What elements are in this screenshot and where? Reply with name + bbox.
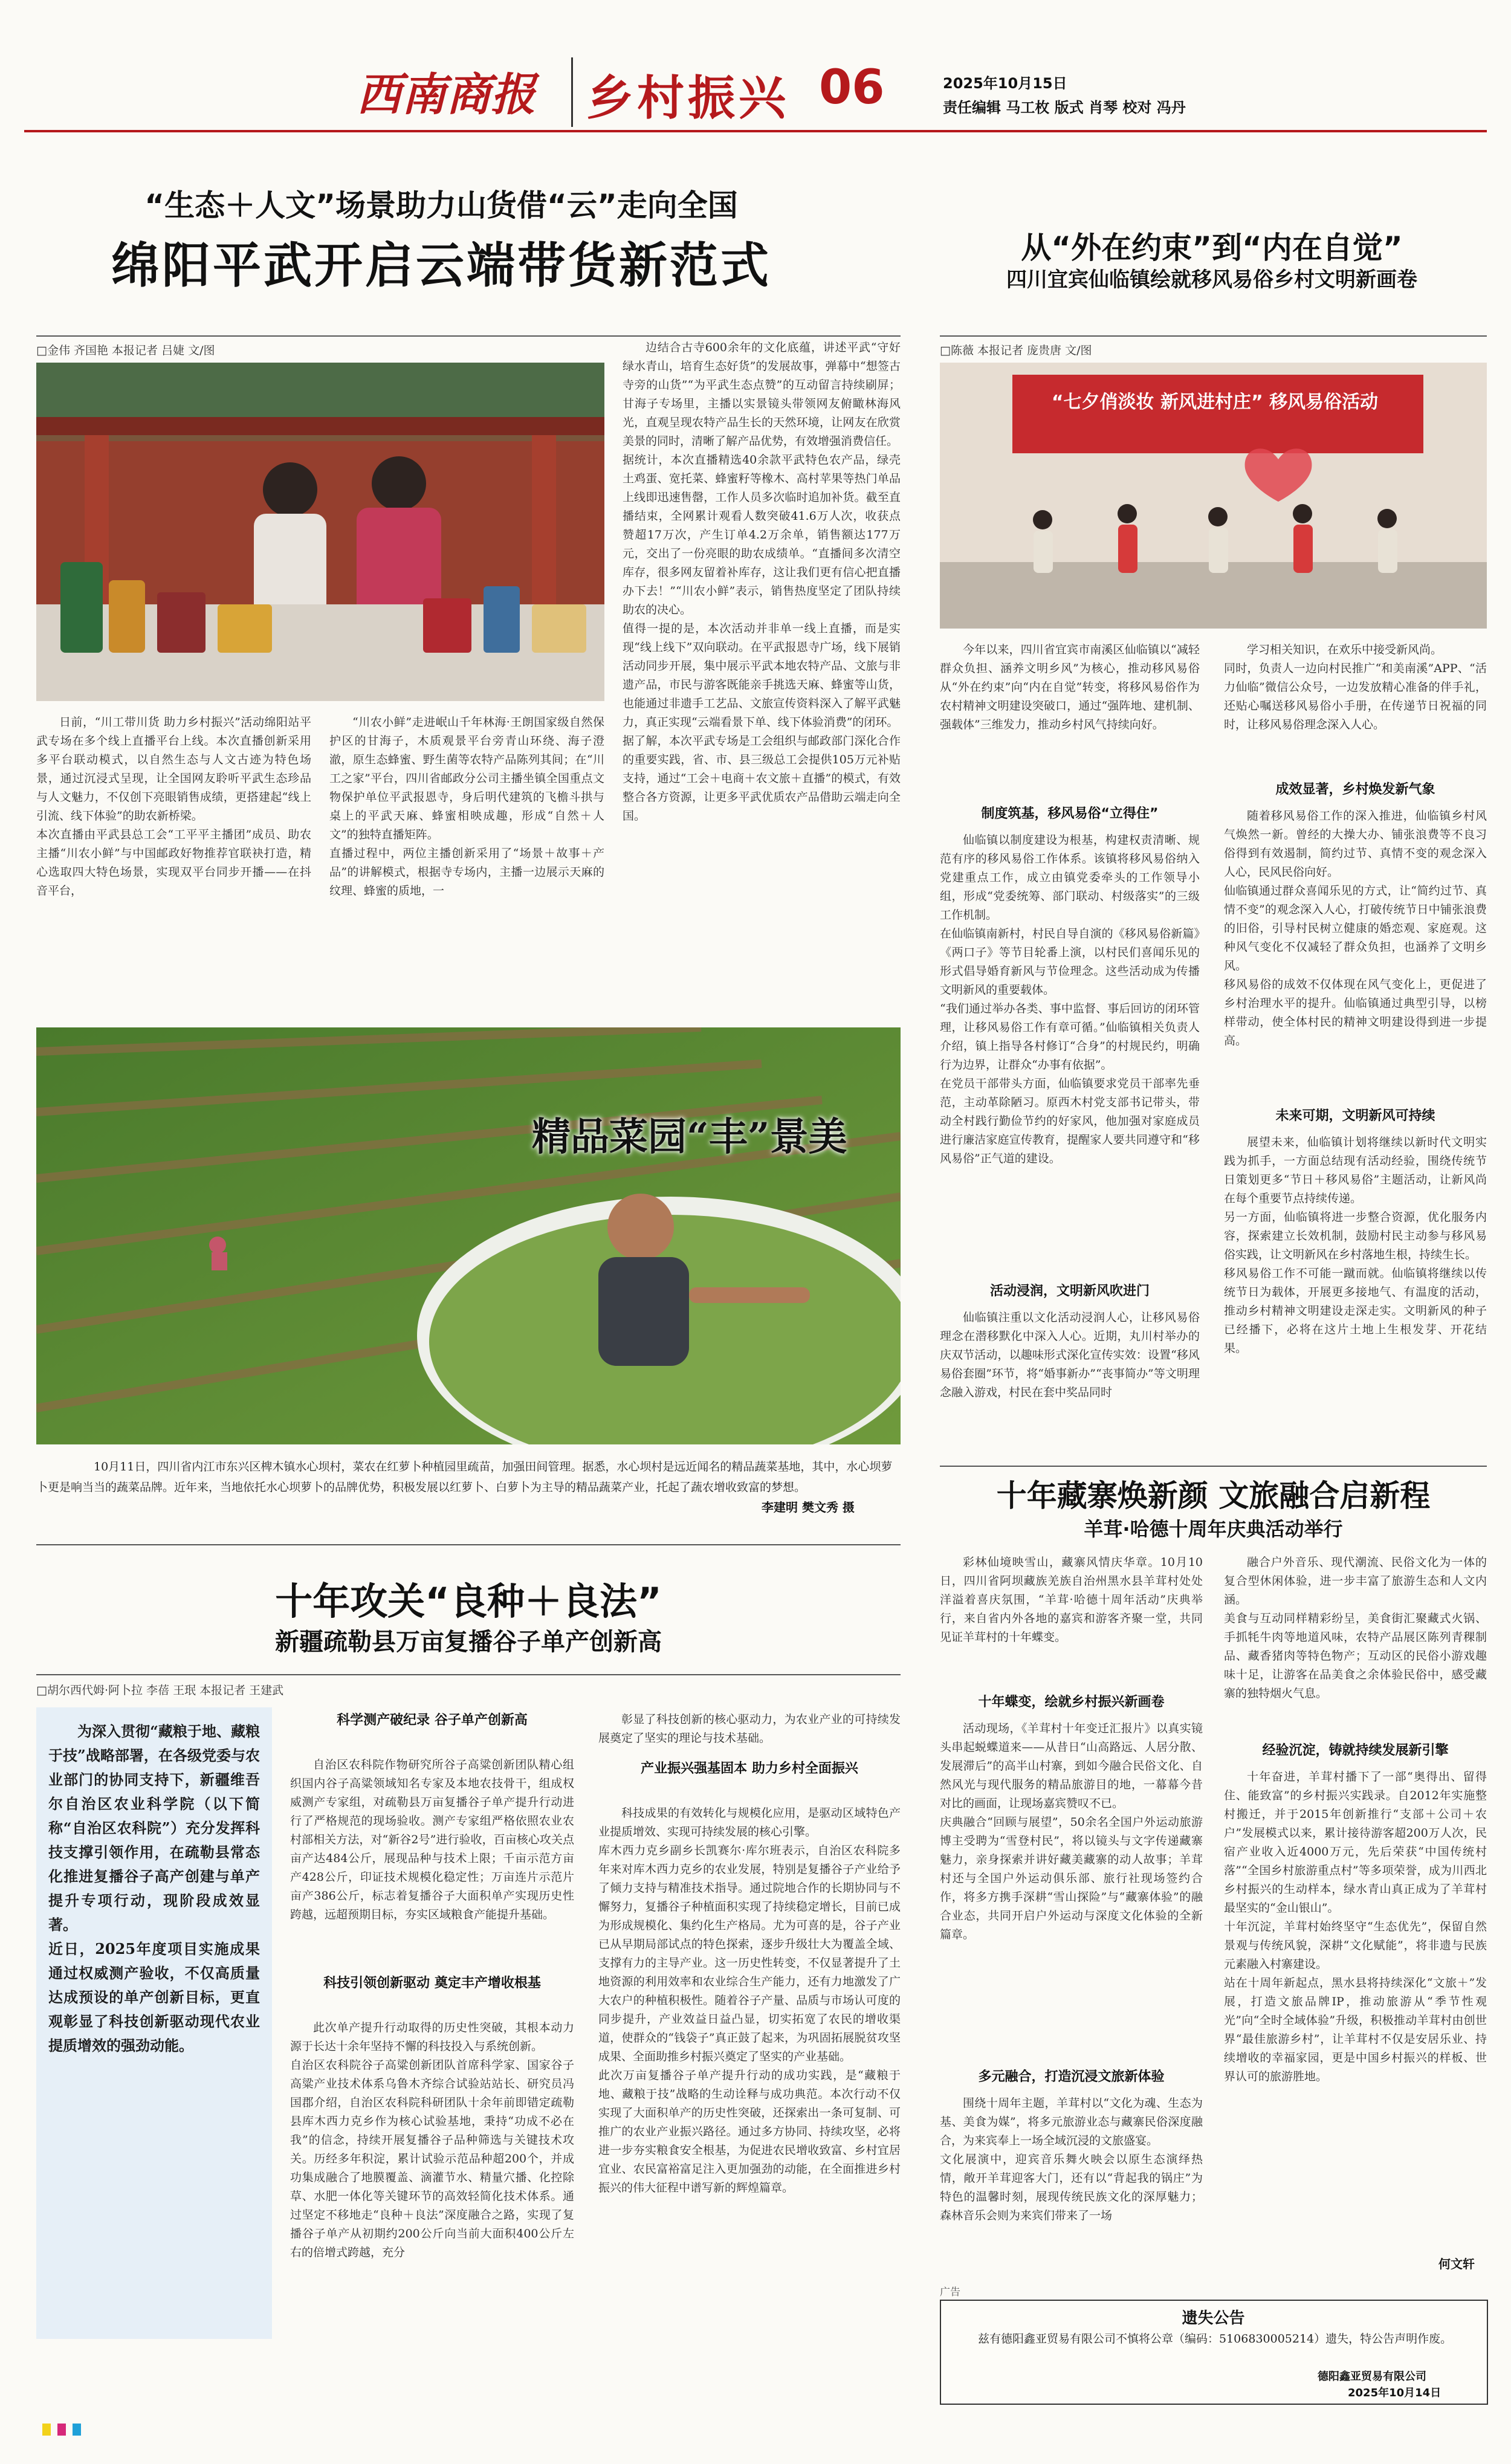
header-rule [24, 130, 1487, 132]
story4-lead-text: 为深入贯彻“藏粮于地、藏粮于技”战略部署，在各级党委与农业部门的协同支持下，新疆维吾尔自治区农业科学院（以下简称“自治区农科院”）充分发挥科技支撑引领作用，在疏勒县常态化推进复播谷子高产创建与单产提升专项行动，现阶段成效显著。 近日，2025年度项目实施成果通过权威测产验收，不仅高质量达成预设的单产创新目标，更直观彰显了科技创新驱动现代农业提质增效的强劲动能。 [48, 1722, 260, 2054]
lost-notice-title: 遗失公告 [1182, 2309, 1245, 2327]
issue-date: 2025年10月15日 [943, 75, 1067, 92]
story1-byline: □金伟 齐国艳 本报记者 吕婕 文/图 [36, 344, 215, 357]
section-title: 乡村振兴 [586, 71, 790, 126]
story2-subhead-3: 成效显著，乡村焕发新气象 [1275, 782, 1435, 797]
editor-credits: 责任编辑 马工枚 版式 肖琴 校对 冯丹 [943, 99, 1186, 116]
ad-label: 广告 [940, 2286, 960, 2298]
story1-kicker: “生态＋人文”场景助力山货借“云”走向全国 [144, 188, 738, 223]
color-mark-cyan [73, 2424, 81, 2436]
livestream-photo [36, 363, 604, 701]
story1-headline: 绵阳平武开启云端带货新范式 [111, 238, 771, 294]
story2-column-1-tail: 仙临镇注重以文化活动浸润人心，让移风易俗理念在潜移默化中深入人心。近期，丸川村举办的庆双节活动，以趣味形式深化宣传实效：设置“移风易俗套圈”环节，将“婚事新办”“丧事简办”等文明理念融入游戏，村民在套中奖品同时 [940, 1311, 1200, 1399]
story1-column-2: “川农小鲜”走进岷山千年林海·王朗国家级自然保护区的甘海子，木质观景平台旁青山环绕、海子澄澈，原生态蜂蜜、野生菌等农特产品陈列其间；在“川工之家”平台，四川省邮政分公司主播坐镇全国重点文物保护单位平武报恩寺，身后明代建筑的飞檐斗拱与桌上的平武天麻、蜂蜜相映成趣，形成“自然＋人文”的独特直播矩阵。 直播过程中，两位主播创新采用了“场景＋故事＋产品”的讲解模式，根据寺专场内，主播一边展示天麻的纹理、蜂蜜的质地，一 [329, 716, 604, 897]
story2-column-2-body: 随着移风易俗工作的深入推进，仙临镇乡村风气焕然一新。曾经的大操大办、铺张浪费等不良习俗得到有效遏制，简约过节、真情不变的观念深入人心，民风民俗向好。 仙临镇通过群众喜闻乐见的方式，让“简约过节、真情不变”的观念深入人心，打破传统节日中铺张浪费的旧俗，引导村民树立健康的婚恋观、家庭观。这种风气变化不仅减轻了群众负担，也涵养了文明乡风。 移风易俗的成效不仅体现在风气变化上，更促进了乡村治理水平的提升。仙临镇通过典型引导，以榜样带动，使全体村民的精神文明建设得到进一步提高。 [1224, 809, 1487, 1047]
story4-headline: 十年攻关“良种＋良法” [275, 1579, 662, 1623]
story3-column-1-tail: 围绕十周年主题，羊茸村以“文化为魂、生态为基、美食为媒”，将多元旅游业态与藏寨民俗深度融合，为来宾奉上一场全域沉浸的文旅盛宴。 文化展演中，迎宾音乐舞火映会以原生态演绎热情，敞开羊茸迎客大门，还有以“背起我的锅庄”为特色的温馨时刻，展现传统民族文化的深厚魅力；森林音乐会则为来宾们带来了一场 [940, 2097, 1203, 2222]
story2-column-2-tail: 展望未来，仙临镇计划将继续以新时代文明实践为抓手，一方面总结现有活动经验，围绕传统节日策划更多“节日＋移风易俗”主题活动，让新风尚在每个重要节点持续传递。 另一方面，仙临镇将进一步整合资源，优化服务内容，探索建立长效机制，鼓励村民主动参与移风易俗实践，让文明新风在乡村落地生根，持续生长。 移风易俗工作不可能一蹴而就。仙临镇将继续以传统节日为载体，开展更多接地气、有温度的活动，推动乡村精神文明建设走深走实。文明新风的种子已经播下，必将在这片土地上生根发芽、开花结果。 [1224, 1136, 1487, 1355]
story4-subtitle: 新疆疏勒县万亩复播谷子单产创新高 [275, 1628, 662, 1656]
lost-notice-text: 兹有德阳鑫亚贸易有限公司不慎将公章（编码：5106830005214）遗失，特公告声明作废。 [978, 2332, 1452, 2346]
story4-byline: □胡尔西代姆·阿卜拉 李蓓 王珉 本报记者 王建武 [36, 1684, 284, 1697]
story3-headline: 十年藏寨焕新颜 文旅融合启新程 [996, 1478, 1431, 1513]
print-color-marks [42, 2424, 81, 2438]
masthead-logo [357, 66, 556, 121]
story2-subhead-2: 活动浸润，文明新风吹进门 [989, 1284, 1150, 1299]
story1-column-3: 边结合古寺600余年的文化底蕴，讲述平武“守好绿水青山，培育生态好货”的发展故事，弹幕中“想签古寺旁的山货”“为平武生态点赞”的互动留言持续刷屏；甘海子专场里，主播以实景镜头带领网友俯瞰林海风光，直观呈现农特产品生长的天然环境，让网友在欣赏美景的同时，清晰了解产品优势，有效增强消费信任。 据统计，本次直播精选40余款平武特色农产品，绿壳土鸡蛋、宽托菜、蜂蜜籽等橡木、高村苹果等热门单品上线即迅速售罄，工作人员多次临时追加补货。截至直播结束，全网累计观看人数突破41.6万人次，收获点赞超17万次，产生订单4.2万余单，销售额达177万元，交出了一份亮眼的助农成绩单。“直播间多次清空库存，很多网友留着补库存，这让我们更有信心把直播办下去！”“川农小鲜”表示，销售热度坚定了团队持续助农的决心。 值得一提的是，本次活动并非单一线上直播，而是实现“线上线下”双向联动。在平武报恩寺广场，线下展销活动同步开展，集中展示平武本地农特产品、文旅与非遗产品，市民与游客既能亲手挑选天麻、蜂蜜等山货，也能通过非遗手工艺品、文旅宣传资料深入了解平武魅力，真正实现“云端看景下单、线下体验消费”的闭环。 据了解，本次平武专场是工会组织与邮政部门深化合作的重要实践，省、市、县三级总工会提供105万元补贴支持，通过“工会＋电商＋农文旅＋直播”的模式，有效整合各方资源，让更多平武优质农产品借助云端走向全国。 [623, 341, 901, 823]
lost-notice-company: 德阳鑫亚贸易有限公司 [1318, 2370, 1426, 2383]
story4-byline-rule [36, 1674, 901, 1675]
story3-column-2-body: 十年奋进，羊茸村播下了一部“奥得出、留得住、能致富”的乡村振兴实践录。自2012年实施整村搬迁，并于2015年创新推行“支部＋公司＋农户”发展模式以来，累计接待游客超200万人次，民宿产业收入近4000万元，先后荣获“中国传统村落”“全国乡村旅游重点村”等多项荣誉，成为川西北乡村振兴的生动样本，绿水青山真正成为了羊茸村最坚实的“金山银山”。 十年沉淀，羊茸村始终坚守“生态优先”，保留自然景观与传统风貌，深耕“文化赋能”，将非遗与民族元素融入村寨建设。 站在十周年新起点，黑水县将持续深化“文旅＋”发展，打造文旅品牌IP，推动旅游从“季节性观光”向“全时全域体验”升级，积极推动羊茸村由创世界“最佳旅游乡村”，让羊茸村不仅是安居乐业、持续增收的幸福家园，更是中国乡村振兴的样板、世界认可的旅游胜地。 [1224, 1770, 1487, 2083]
color-mark-magenta [57, 2424, 66, 2436]
story3-subhead-3: 经验沉淀，铸就持续发展新引擎 [1262, 1743, 1449, 1758]
story2-subhead-1: 制度筑基，移风易俗“立得住” [981, 806, 1159, 821]
story4-column-3-lead: 彰显了科技创新的核心驱动力，为农业产业的可持续发展奠定了坚实的理论与技术基础。 [598, 1713, 901, 1745]
photo-credit: 李建明 樊文秀 摄 [762, 1500, 855, 1515]
story2-headline: 从“外在约束”到“内在自觉” [1021, 230, 1403, 265]
story2-column-2-lead: 学习相关知识，在欢乐中接受新风尚。 同时，负责人一边向村民推广“和美南溪”APP、“活力仙临”微信公众号，一边发放精心准备的伴手礼，还贴心嘱送移风易俗小手册，在传递节日祝福的同时，让移风易俗理念深入人心。 [1224, 643, 1487, 731]
story2-byline: □陈薇 本报记者 庞贵唐 文/图 [940, 344, 1092, 357]
story3-subhead-1: 十年蝶变，绘就乡村振兴新画卷 [978, 1695, 1165, 1710]
story3-column-1-body: 活动现场，《羊茸村十年变迁汇报片》以真实镜头串起蜕蝶道来——从昔日“山高路远、人居分散、发展滞后”的高半山村寨，到如今融合民俗文化、自然风光与现代服务的精品旅游目的地，一幕幕今昔对比的画面，让现场嘉宾赞叹不已。 庆典融合“回顾与展望”，50余名全国户外运动旅游博主受聘为“雪登村民”，将以镜头与文字传递藏寨魅力，亲身探索并讲好藏美藏寨的动人故事；羊茸村还与全国户外运动俱乐部、旅行社现场签约合作，将多方携手深耕“雪山探险”与“藏寨体验”的融合业态，共同开启户外运动与深度文化体验的全新篇章。 [940, 1722, 1203, 1941]
svg-text:西南商报: 西南商报 [357, 69, 535, 121]
story4-column-2-body: 自治区农科院作物研究所谷子高粱创新团队精心组织国内谷子高粱领域知名专家及本地农技骨干，组成权威测产专家组，对疏勒县万亩复播谷子单产提升行动进行了严格规范的现场验收。测产专家组严格依照农业农村部相关方法，对“新谷2号”进行验收，百亩核心攻关点亩产达484公斤，展现品种与技术上限；千亩示范方亩产428公斤，印证技术规模化稳定性；万亩连片示范片亩产386公斤，标志着复播谷子大面积单产实现历史性跨越，远超预期目标，夯实区域粮食产能提升基础。 [290, 1758, 574, 1921]
story2-subhead-4: 未来可期，文明新风可持续 [1275, 1108, 1435, 1124]
lost-notice-date: 2025年10月14日 [1348, 2387, 1441, 2399]
newspaper-logo [357, 66, 556, 121]
story4-subhead-2: 科技引领创新驱动 奠定丰产增收根基 [323, 1976, 541, 1991]
story4-column-2-tail: 此次单产提升行动取得的历史性突破，其根本动力源于长达十余年坚持不懈的科技投入与系统创新。 自治区农科院谷子高粱创新团队首席科学家、国家谷子高粱产业技术体系乌鲁木齐综合试验站站长、研究员冯国郡介绍，自治区农科院科研团队十余年前即错定疏勒县库木西力克乡作为核心试验基地，秉持“功成不必在我”的信念，持续开展复播谷子品种筛选与关键技术攻关。历经多年积淀，累计试验示范品种超200个，并成功集成融合了地膜覆盖、滴灌节水、精量穴播、化控除草、水肥一体化等关键环节的高效轻简化技术体系。通过坚定不移地走“良种＋良法”深度融合之路，实现了复播谷子单产从初期约200公斤向当前大面积400公斤左右的倍增式跨越，充分 [290, 2021, 574, 2259]
story1-top-rule [36, 335, 901, 337]
header-divider [571, 57, 573, 127]
story2-column-1-body: 仙临镇以制度建设为根基，构建权责清晰、规范有序的移风易俗工作体系。该镇将移风易俗纳入党建重点工作，成立由镇党委牵头的工作领导小组，形成“党委统筹、部门联动、村级落实”的三级工作机制。 在仙临镇南新村，村民自导自演的《移风易俗新篇》《两口子》等节目轮番上演，以村民们喜闻乐见的形式倡导婚育新风与节俭理念。这些活动成为传播文明新风的重要载体。 “我们通过举办各类、事中监督、事后回访的闭环管理，让移风易俗工作有章可循。”仙临镇相关负责人介绍，镇上指导各村修订“合身”的村规民约，明确行为边界，让群众“办事有依据”。 在党员干部带头方面，仙临镇要求党员干部率先垂范，主动革除陋习。原西木村党支部书记带头，带动全村践行勤俭节约的好家风，他加强对家庭成员进行廉洁家庭宣传教育，提醒家人要共同遵守和“移风易俗”正气道的建设。 [940, 833, 1200, 1165]
photo-story-title: 精品菜园“丰”景美 [532, 1114, 847, 1160]
story3-subhead-2: 多元融合，打造沉浸文旅新体验 [978, 2069, 1165, 2084]
vegetable-field-photo [36, 1027, 901, 1444]
story4-subhead-3: 产业振兴强基固本 助力乡村全面振兴 [641, 1761, 858, 1776]
story3-top-rule [940, 1466, 1487, 1467]
story4-subhead-1: 科学测产破纪录 谷子单产创新高 [337, 1713, 528, 1728]
story2-top-rule [940, 335, 1487, 337]
story3-column-2-lead: 融合户外音乐、现代潮流、民俗文化为一体的复合型休闲体验，进一步丰富了旅游生态和人文内涵。 美食与互动同样精彩纷呈，美食街汇聚藏式火锅、手抓牦牛肉等地道风味，农特产品展区陈列青稞制品、藏香猪肉等特色物产；互动区的民俗小游戏趣味十足，让游客在品美食之余体验民俗中，感受藏寨的独特烟火气息。 [1224, 1556, 1487, 1700]
color-mark-yellow [42, 2424, 51, 2436]
page-number: 06 [819, 60, 885, 115]
event-banner-text: “七夕俏淡妆 新风进村庄” 移风易俗活动 [1051, 392, 1379, 413]
story4-column-3-body: 科技成果的有效转化与规模化应用，是驱动区域特色产业提质增效、实现可持续发展的核心引擎。 库木西力克乡副乡长凯赛尔·库尔班表示，自治区农科院多年来对库木西力克乡的农业发展，特别是复播谷子产业给予了倾力支持与精准技术指导。通过院地合作的长期协同与不懈努力，复播谷子种植面积实现了持续稳定增长，目前已成为形成规模化、集约化生产格局。尤为可喜的是，谷子产业已从早期局部试点的特色探索，逐步升级壮大为覆盖全域、支撑有力的主导产业。这一历史性转变，不仅显著提升了土地资源的利用效率和农业综合生产能力，还有力地激发了广大农户的种植积极性。随着谷子产量、品质与市场认可度的同步提升，产业效益日益凸显，切实拓宽了农民的增收渠道，使群众的“钱袋子”真正鼓了起来，为巩固拓展脱贫攻坚成果、全面助推乡村振兴奠定了坚实的产业基础。 此次万亩复播谷子单产提升行动的成功实践，是“藏粮于地、藏粮于技”战略的生动诠释与成功典范。本次行动不仅实现了大面积单产的历史性突破，还探索出一条可复制、可推广的农业产业振兴路径。通过多方协同、持续攻坚，必将进一步夯实粮食安全根基，为促进农民增收致富、乡村宜居宜业、农民富裕富足注入更加强劲的动能，在全面推进乡村振兴的伟大征程中谱写新的辉煌篇章。 [598, 1806, 901, 2194]
story3-subtitle: 羊茸·哈德十周年庆典活动举行 [1084, 1518, 1343, 1541]
story3-author: 何文轩 [1438, 2257, 1475, 2271]
story2-subtitle: 四川宜宾仙临镇绘就移风易俗乡村文明新画卷 [1006, 268, 1417, 292]
story3-column-1-lead: 彩林仙境映雪山，藏寨风情庆华章。10月10日，四川省阿坝藏族羌族自治州黑水县羊茸村处处洋溢着喜庆氛围，“羊茸·哈德十周年活动”庆典举行，来自省内外各地的嘉宾和游客齐聚一堂，共同见证羊茸村的十年蝶变。 [940, 1556, 1203, 1644]
story2-column-1-lead: 今年以来，四川省宜宾市南溪区仙临镇以“减轻群众负担、涵养文明乡风”为核心，推动移风易俗从“外在约束”向“内在自觉”转变，将移风易俗作为农村精神文明建设突破口，通过“强阵地、建机制、强载体”三维发力，推动乡村风气持续向好。 [940, 643, 1200, 731]
story1-column-1: 日前，“川工带川货 助力乡村振兴”活动绵阳站平武专场在多个线上直播平台上线。本次直播创新采用多平台联动模式，以自然生态与人文古迹为特色场景，通过沉浸式呈现，让全国网友聆听平武生态珍品与人文魅力，不仅创下亮眼销售成绩，更搭建起“线上引流、线下体验”的助农新桥梁。 本次直播由平武县总工会“工平平主播团”成员、助农主播“川农小鲜”与中国邮政好物推荐官联袂打造，精心选取四大特色场景，实现双平台同步开播——在抖音平台， [36, 716, 311, 897]
story4-top-rule [36, 1544, 901, 1545]
photo-caption: 10月11日，四川省内江市东兴区椑木镇水心坝村，菜农在红萝卜种植园里疏苗，加强田间管理。据悉，水心坝村是远近闻名的精品蔬菜基地，其中，水心坝萝卜更是响当当的蔬菜品牌。近年来，当地依托水心坝萝卜的品牌优势，积极发展以红萝卜、白萝卜为主导的精品蔬菜产业，托起了蔬农增收致富的梦想。 [36, 1460, 893, 1494]
